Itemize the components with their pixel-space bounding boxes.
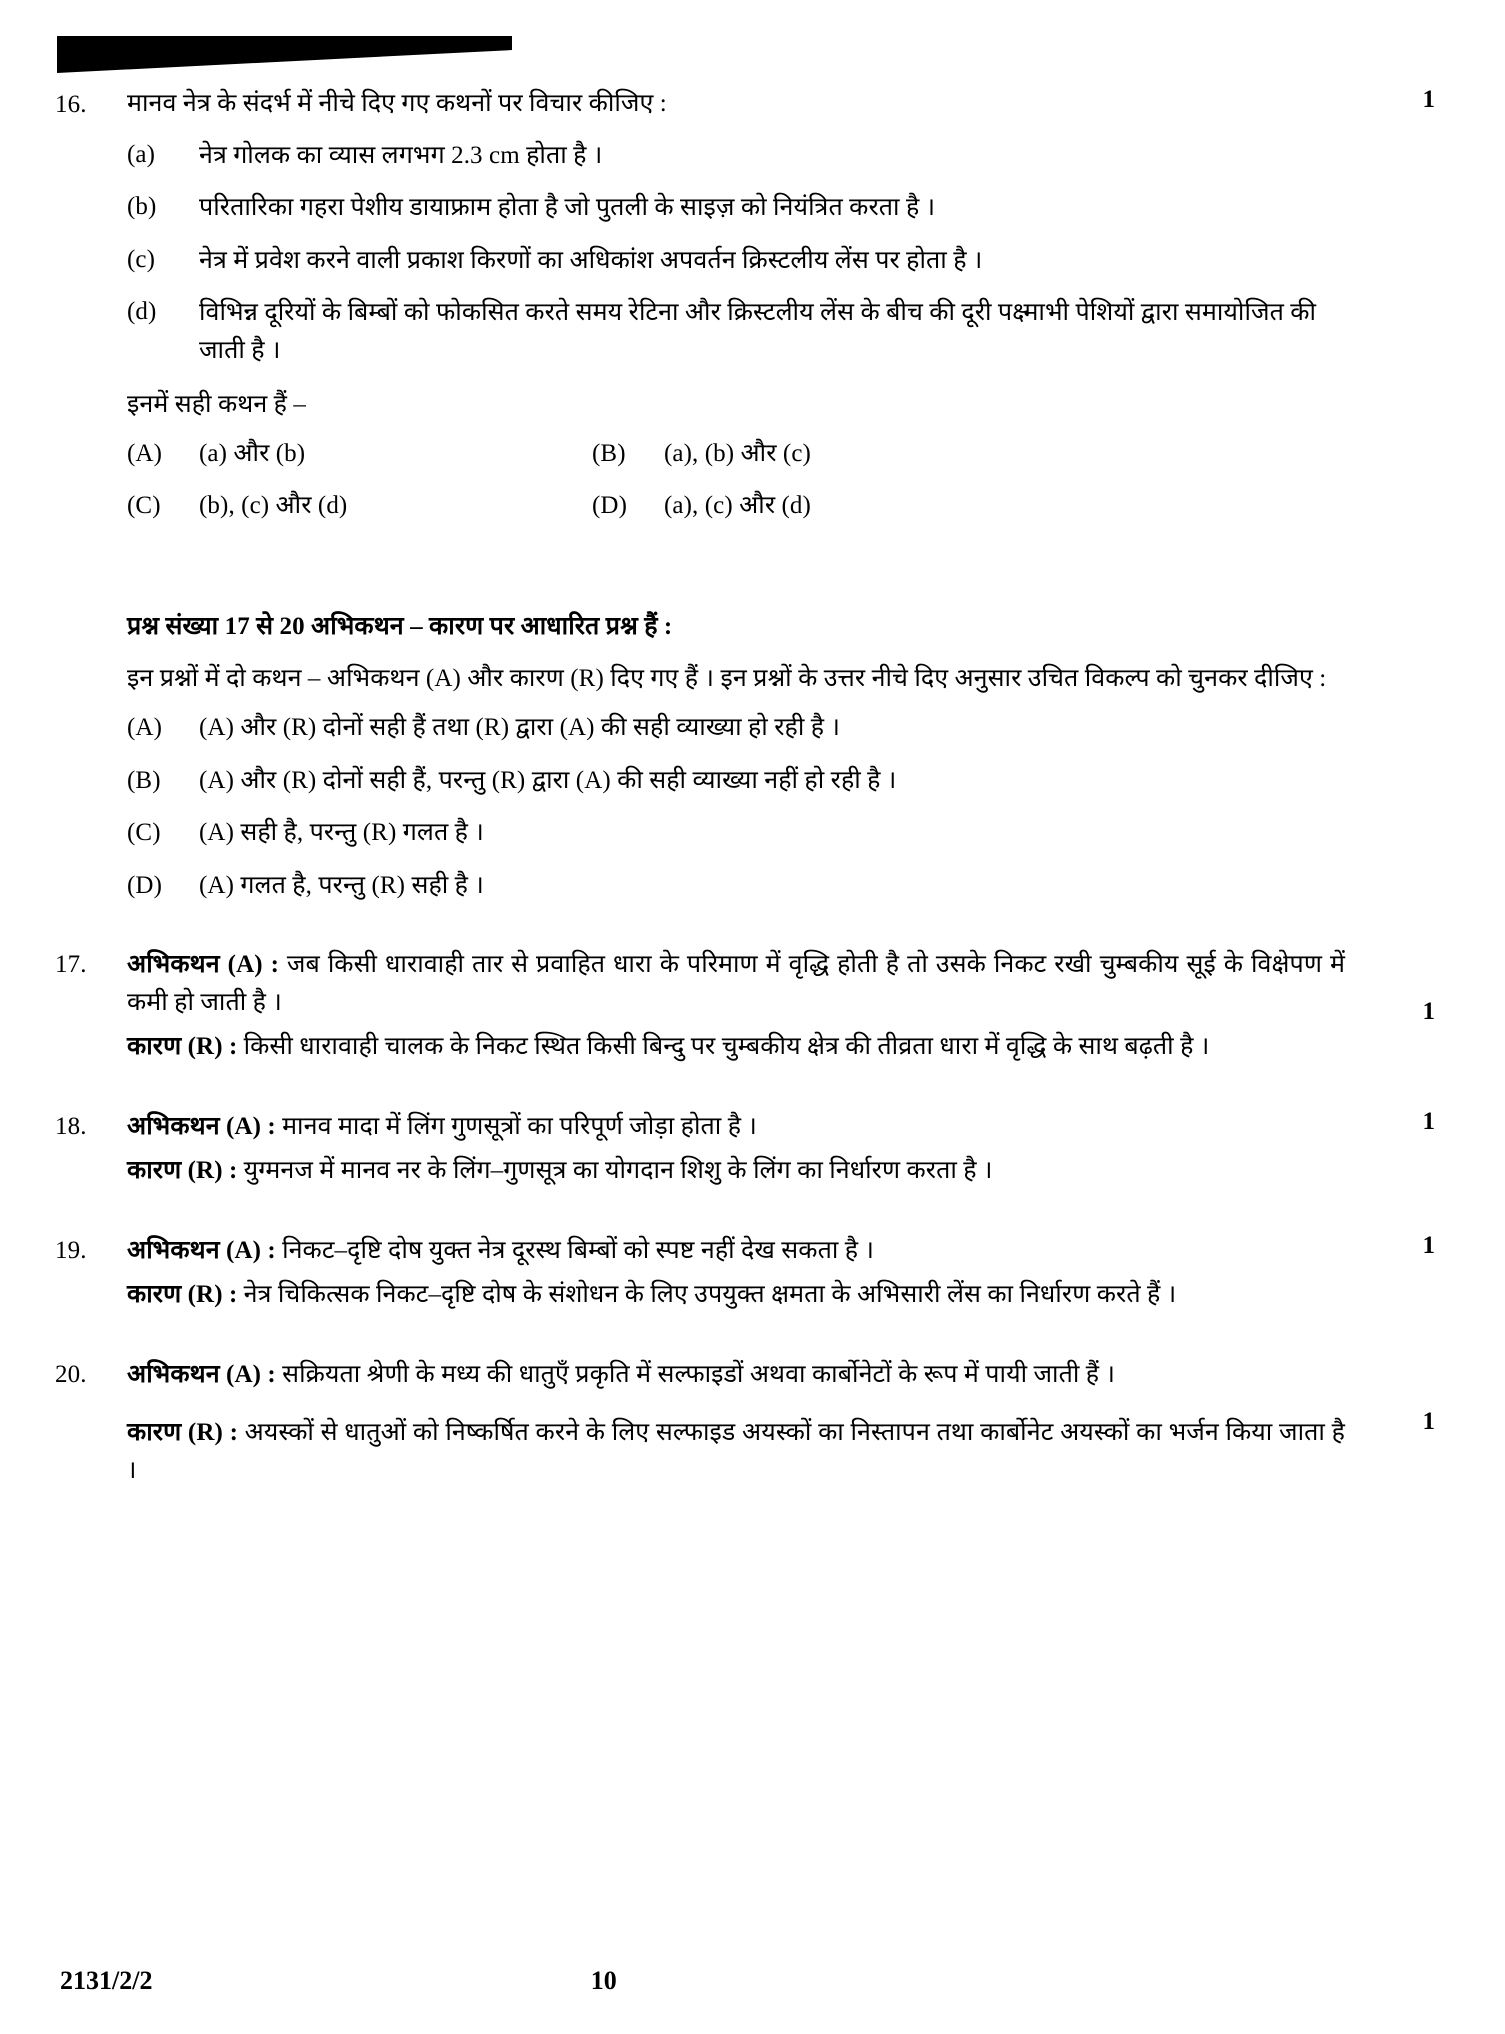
instruction-option-A-key: (A) <box>127 714 163 741</box>
paper-code: 2131/2/2 <box>60 1966 153 1995</box>
instruction-option-B-text: (A) और (R) दोनों सही हैं, परन्तु (R) द्वारा (A) की सही व्याख्या नहीं हो रही है । <box>199 766 897 794</box>
option-row-1 <box>127 436 1345 473</box>
question-16-options <box>127 436 1345 525</box>
question-18 <box>55 1108 1435 1190</box>
question-16-stem: मानव नेत्र के संदर्भ में नीचे दिए गए कथनों पर विचार कीजिए : <box>127 90 667 117</box>
statement-a-label: (a) <box>127 140 156 168</box>
option-D[interactable] <box>592 488 1345 525</box>
assertion-reason-instructions <box>55 609 1435 905</box>
question-19-reason <box>127 1276 1345 1314</box>
question-16-body <box>127 86 1435 541</box>
question-19-assertion <box>127 1232 1345 1270</box>
statement-d-label: (d) <box>127 298 157 325</box>
option-A[interactable] <box>127 436 592 473</box>
question-16 <box>55 86 1435 541</box>
instruction-option-A[interactable] <box>127 710 1345 747</box>
question-18-assertion <box>127 1108 1345 1146</box>
statement-b <box>127 189 1345 227</box>
question-18-assertion-label: अभिकथन (A) : <box>127 1113 276 1140</box>
instruction-option-B[interactable] <box>127 763 1345 800</box>
instruction-option-C-key: (C) <box>127 819 161 846</box>
option-D-key: (D) <box>592 492 628 519</box>
question-17-assertion <box>127 946 1345 1022</box>
statement-a-text: नेत्र गोलक का व्यास लगभग 2.3 cm होता है । <box>199 141 603 169</box>
question-17-marks: 1 <box>1422 998 1435 1025</box>
instruction-option-A-text: (A) और (R) दोनों सही हैं तथा (R) द्वारा (A) की सही व्याख्या हो रही है । <box>199 714 841 741</box>
question-17-reason <box>127 1028 1345 1066</box>
statement-d <box>127 294 1345 369</box>
instruction-option-D-key: (D) <box>127 871 163 899</box>
option-B-key: (B) <box>592 439 626 467</box>
question-20-assertion <box>127 1356 1345 1394</box>
option-D-text: (a), (c) और (d) <box>664 492 811 519</box>
instruction-options <box>127 710 1345 904</box>
instruction-option-D[interactable] <box>127 868 1345 905</box>
question-16-number: 16. <box>55 91 87 118</box>
question-20-marks: 1 <box>1422 1408 1435 1435</box>
question-18-marks: 1 <box>1422 1108 1435 1135</box>
question-20-body <box>127 1356 1435 1490</box>
question-19-body <box>127 1232 1435 1314</box>
question-18-body <box>127 1108 1435 1190</box>
question-19-number: 19. <box>55 1237 87 1264</box>
question-16-prompt: इनमें सही कथन हैं – <box>127 391 306 418</box>
statement-c-label: (c) <box>127 245 156 273</box>
statement-c-text: नेत्र में प्रवेश करने वाली प्रकाश किरणों का अधिकांश अपवर्तन क्रिस्टलीय लेंस पर होता है । <box>199 246 983 274</box>
question-19-assertion-label: अभिकथन (A) : <box>127 1237 276 1264</box>
question-18-reason <box>127 1152 1345 1190</box>
instruction-paragraph: इन प्रश्नों में दो कथन – अभिकथन (A) और कारण (R) दिए गए हैं । इन प्रश्नों के उत्तर नीचे दिए अनुसार उचित विकल्प को चुनकर दीजिए : <box>127 665 1327 692</box>
statement-b-label: (b) <box>127 193 157 220</box>
option-B-text: (a), (b) और (c) <box>664 439 811 467</box>
question-19 <box>55 1232 1435 1314</box>
statement-d-text: विभिन्न दूरियों के बिम्बों को फोकसित करते समय रेटिना और क्रिस्टलीय लेंस के बीच की दूरी पक्ष्माभी पेशियों द्वारा समायोजित की जाती है । <box>199 299 1317 364</box>
option-A-text: (a) और (b) <box>199 439 306 467</box>
question-19-reason-text: नेत्र चिकित्सक निकट–दृष्टि दोष के संशोधन के लिए उपयुक्त क्षमता के अभिसारी लेंस का निर्धारण करते हैं । <box>243 1281 1177 1308</box>
question-17-reason-label: कारण (R) : <box>127 1033 238 1060</box>
instruction-option-D-text: (A) गलत है, परन्तु (R) सही है । <box>199 871 484 899</box>
question-17-body <box>127 946 1435 1066</box>
question-20-assertion-label: अभिकथन (A) : <box>127 1361 276 1388</box>
question-20-reason-label: कारण (R) : <box>127 1419 239 1446</box>
question-17-assertion-label: अभिकथन (A) : <box>127 951 280 978</box>
page-number: 10 <box>590 1966 617 1995</box>
question-16-statements <box>127 137 1345 370</box>
option-C[interactable] <box>127 488 592 525</box>
statement-c <box>127 242 1345 280</box>
question-17-number: 17. <box>55 951 87 978</box>
question-19-reason-label: कारण (R) : <box>127 1281 238 1308</box>
statement-a <box>127 137 1345 175</box>
instruction-option-C[interactable] <box>127 815 1345 852</box>
question-16-marks: 1 <box>1422 86 1435 113</box>
statement-b-text: परितारिका गहरा पेशीय डायाफ्राम होता है जो पुतली के साइज़ को नियंत्रित करता है । <box>199 194 936 221</box>
option-A-key: (A) <box>127 439 163 467</box>
question-18-number: 18. <box>55 1113 87 1140</box>
question-19-assertion-text: निकट–दृष्टि दोष युक्त नेत्र दूरस्थ बिम्बों को स्पष्ट नहीं देख सकता है । <box>282 1237 875 1264</box>
page-footer <box>0 1966 1505 1996</box>
question-18-reason-label: कारण (R) : <box>127 1157 238 1184</box>
option-C-key: (C) <box>127 492 161 519</box>
instruction-option-C-text: (A) सही है, परन्तु (R) गलत है । <box>199 819 484 846</box>
question-19-marks: 1 <box>1422 1232 1435 1259</box>
question-20-reason-text: अयस्कों से धातुओं को निष्कर्षित करने के लिए सल्फाइड अयस्कों का निस्तापन तथा कार्बोनेट अयस्कों का भर्जन किया जाता है । <box>127 1419 1346 1484</box>
question-17 <box>55 946 1435 1066</box>
question-20-reason <box>127 1414 1345 1490</box>
question-20-number: 20. <box>55 1361 87 1388</box>
option-C-text: (b), (c) और (d) <box>199 492 348 519</box>
instruction-heading: प्रश्न संख्या 17 से 20 अभिकथन – कारण पर आधारित प्रश्न हैं : <box>127 612 673 640</box>
instruction-option-B-key: (B) <box>127 766 161 794</box>
question-17-reason-text: किसी धारावाही चालक के निकट स्थित किसी बिन्दु पर चुम्बकीय क्षेत्र की तीव्रता धारा में वृद्धि के साथ बढ़ती है । <box>243 1033 1210 1060</box>
question-18-reason-text: युग्मनज में मानव नर के लिंग–गुणसूत्र का योगदान शिशु के लिंग का निर्धारण करता है । <box>243 1157 993 1184</box>
question-17-assertion-text: जब किसी धारावाही तार से प्रवाहित धारा के परिमाण में वृद्धि होती है तो उसके निकट रखी चुम्बकीय सूई के विक्षेपण में कमी हो जाती है । <box>127 951 1345 1016</box>
option-B[interactable] <box>592 436 1345 473</box>
question-18-assertion-text: मानव मादा में लिंग गुणसूत्रों का परिपूर्ण जोड़ा होता है । <box>282 1113 757 1140</box>
question-20-assertion-text: सक्रियता श्रेणी के मध्य की धातुएँ प्रकृति में सल्फाइडों अथवा कार्बोनेटों के रूप में पायी जाती हैं । <box>282 1361 1116 1388</box>
option-row-2 <box>127 488 1345 525</box>
question-20 <box>55 1356 1435 1490</box>
